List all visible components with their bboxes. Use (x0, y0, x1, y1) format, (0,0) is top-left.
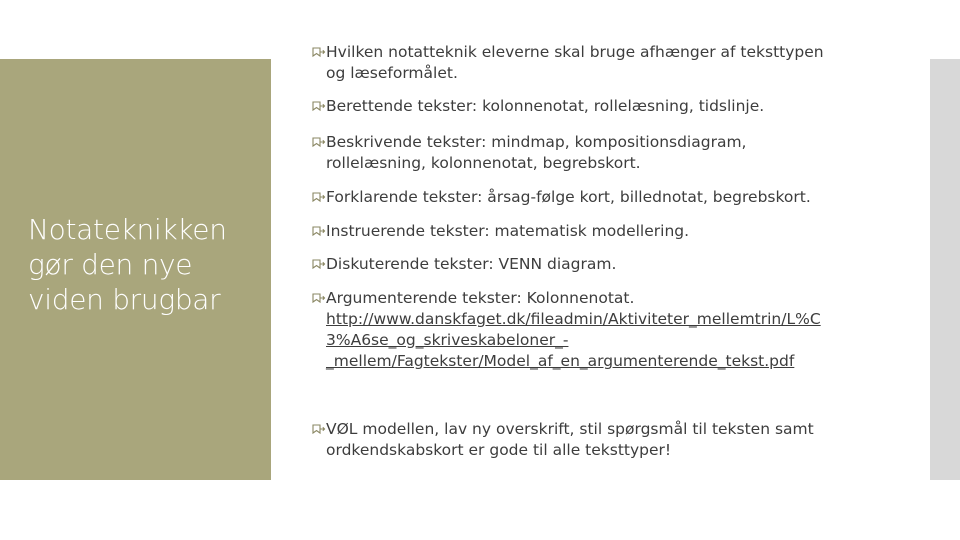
bullet-text: Instruerende tekster: matematisk modellering. (326, 222, 690, 240)
source-link[interactable]: _mellem/Fagtekster/Model_af_en_argumenterende_tekst.pdf (326, 352, 795, 370)
bullet-item (312, 254, 892, 275)
bookmark-arrow-icon (312, 46, 326, 58)
bullet-item (312, 187, 892, 208)
bullet-text: Forklarende tekster: årsag-følge kort, billednotat, begrebskort. (326, 188, 811, 206)
bullet-item (312, 221, 892, 242)
bullet-text: rollelæsning, kolonnenotat, begrebskort. (326, 154, 641, 172)
title-line: viden brugbar (28, 283, 221, 316)
bookmark-arrow-icon (312, 191, 326, 203)
bullet-text: Hvilken notatteknik eleverne skal bruge afhænger af teksttypen (326, 43, 824, 61)
bullet-text: Beskrivende tekster: mindmap, kompositionsdiagram, (326, 133, 747, 151)
source-link[interactable]: http://www.danskfaget.dk/fileadmin/Aktiviteter_mellemtrin/L%C (326, 310, 821, 328)
bullet-text: Argumenterende tekster: Kolonnenotat. (326, 289, 635, 307)
bookmark-arrow-icon (312, 258, 326, 270)
decorative-strip (930, 59, 960, 480)
title-line: gør den nye (28, 248, 193, 281)
bullet-item (312, 132, 892, 174)
bullet-text: Diskuterende tekster: VENN diagram. (326, 255, 617, 273)
bullet-text: ordkendskabskort er gode til alle teksttyper! (326, 441, 672, 459)
bookmark-arrow-icon (312, 225, 326, 237)
bullet-item (312, 288, 892, 372)
bullet-text: og læseformålet. (326, 64, 458, 82)
slide-title (28, 212, 268, 317)
bookmark-arrow-icon (312, 423, 326, 435)
bullet-item (312, 96, 892, 117)
bullet-text: Berettende tekster: kolonnenotat, rollelæsning, tidslinje. (326, 97, 765, 115)
source-link[interactable]: 3%A6se_og_skriveskabeloner_- (326, 331, 569, 349)
title-line: Notateknikken (28, 213, 227, 246)
bookmark-arrow-icon (312, 292, 326, 304)
bookmark-arrow-icon (312, 100, 326, 112)
bullet-item (312, 419, 892, 461)
bullet-item (312, 42, 892, 84)
bullet-text: VØL modellen, lav ny overskrift, stil spørgsmål til teksten samt (326, 420, 814, 438)
bookmark-arrow-icon (312, 136, 326, 148)
